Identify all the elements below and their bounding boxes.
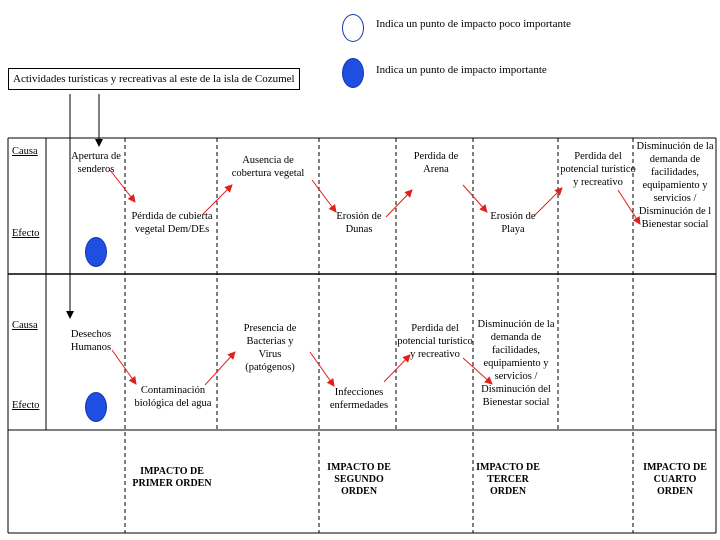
row1-efecto-label: Efecto bbox=[12, 228, 40, 239]
impact-second-order: IMPACTO DE SEGUNDO ORDEN bbox=[327, 462, 391, 497]
row2-node-disminucion: Disminución de la demanda de facilidades, equipamiento y servicios / Disminución del Bienestar social bbox=[477, 319, 555, 408]
row2-node-infecciones: Infecciones enfermedades bbox=[329, 387, 389, 411]
impact-first-order: IMPACTO DE PRIMER ORDEN bbox=[132, 466, 212, 489]
row2-node-perdida-potencial: Perdida del potencial turístico y recreativo bbox=[397, 323, 473, 360]
row2-efecto-label: Efecto bbox=[12, 400, 40, 411]
row1-node-disminucion: Disminución de la demanda de facilidades, equipamiento y servicios / Disminución de l Bienestar social bbox=[636, 141, 714, 230]
title-text: Actividades turísticas y recreativas al este de la isla de Cozumel bbox=[13, 73, 295, 85]
row2-node-desechos: Desechos Humanos bbox=[70, 329, 112, 353]
row1-node-apertura: Apertura de senderos bbox=[71, 151, 121, 175]
row1-node-perdida-potencial: Perdida del potencial turístico y recreativo bbox=[560, 151, 636, 188]
row1-causa-label: Causa bbox=[12, 146, 38, 157]
row2-node-presencia: Presencia de Bacterias y Virus (patógenos) bbox=[243, 323, 297, 373]
row1-node-ausencia: Ausencia de cobertura vegetal bbox=[231, 155, 305, 179]
impact-fourth-order: IMPACTO DE CUARTO ORDEN bbox=[643, 462, 707, 497]
impact-third-order: IMPACTO DE TERCER ORDEN bbox=[476, 462, 540, 497]
row1-node-erosion-playa: Erosión de Playa bbox=[490, 211, 536, 235]
row2-impact-marker bbox=[85, 392, 107, 422]
row1-node-perdida-arena: Perdida de Arena bbox=[413, 151, 459, 175]
legend-filled-label: Indica un punto de impacto importante bbox=[376, 64, 547, 76]
row1-impact-marker bbox=[85, 237, 107, 267]
row2-causa-label: Causa bbox=[12, 320, 38, 331]
row2-node-contaminacion: Contaminación biológica del agua bbox=[134, 385, 212, 409]
legend-empty-label: Indica un punto de impacto poco importante bbox=[376, 18, 571, 30]
row1-node-erosion-dunas: Erosión de Dunas bbox=[336, 211, 382, 235]
row1-node-perdida-cubierta: Pérdida de cubierta vegetal Dem/DEs bbox=[131, 211, 213, 235]
